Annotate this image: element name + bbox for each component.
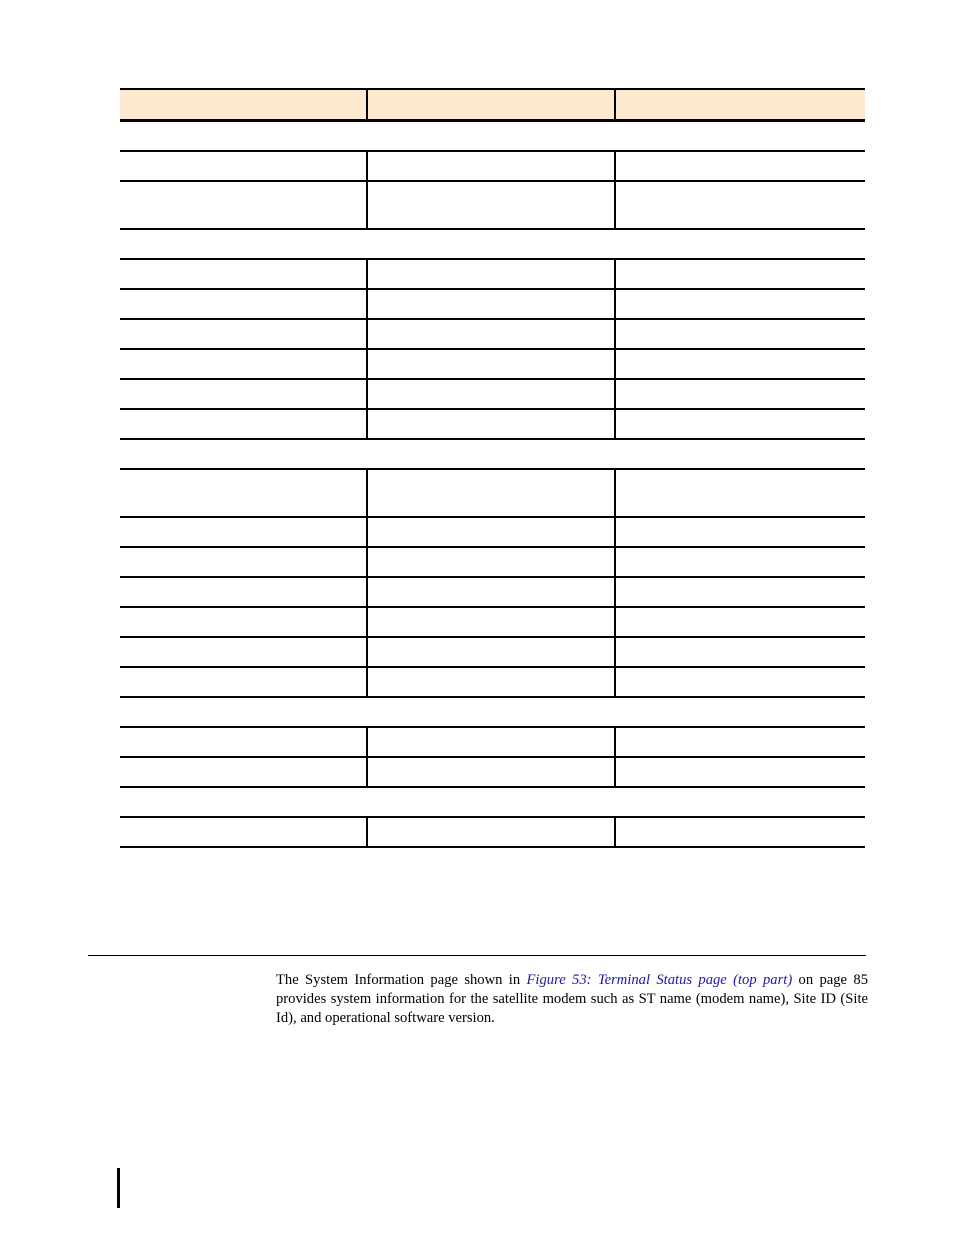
section-row [120, 788, 865, 818]
table-row [120, 818, 865, 848]
table-row [120, 290, 865, 320]
table-row [120, 548, 865, 578]
body-paragraph [276, 971, 868, 1028]
section-row [120, 230, 865, 260]
header-cell [120, 90, 368, 119]
table-row [120, 518, 865, 548]
table-row [120, 728, 865, 758]
header-cell [368, 90, 616, 119]
table-row [120, 260, 865, 290]
table-row [120, 470, 865, 518]
table-row [120, 608, 865, 638]
section-row [120, 440, 865, 470]
section-row [120, 698, 865, 728]
table-row [120, 380, 865, 410]
table-row [120, 350, 865, 380]
table-row [120, 410, 865, 440]
section-row [120, 122, 865, 152]
table-row [120, 758, 865, 788]
paragraph-text-start: The System Information page shown in [276, 972, 527, 988]
section-divider [88, 955, 866, 956]
paragraph-text-end: on page 85 provides system information for the satellite modem such as ST name (modem name), Site ID (Site Id), and operational software version. [276, 972, 868, 1026]
parameter-table [120, 88, 865, 848]
figure-cross-reference-link[interactable]: Figure 53: Terminal Status page (top part) [526, 972, 793, 988]
table-row [120, 578, 865, 608]
table-row [120, 320, 865, 350]
table-row [120, 182, 865, 230]
table-row [120, 152, 865, 182]
header-cell [616, 90, 865, 119]
change-bar [117, 1168, 120, 1208]
table-header [120, 88, 865, 122]
table-row [120, 638, 865, 668]
table-row [120, 668, 865, 698]
